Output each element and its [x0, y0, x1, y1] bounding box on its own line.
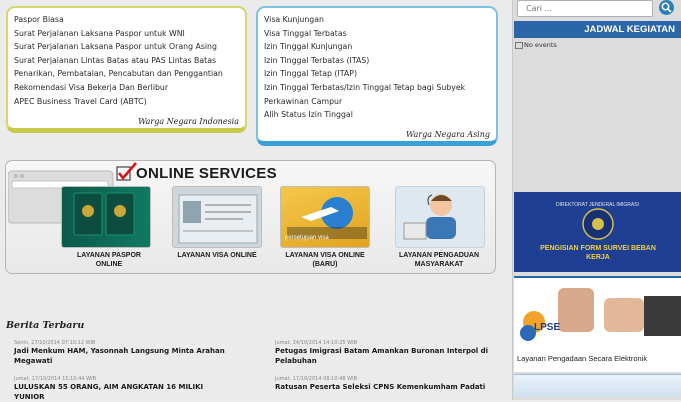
paspor-online-label[interactable]: LAYANAN PASPOR ONLINE — [77, 252, 141, 268]
wna-services-card — [256, 6, 498, 146]
passport-icon — [62, 187, 151, 248]
news-item[interactable] — [275, 339, 495, 366]
wni-link-splp-wni[interactable]: Surat Perjalanan Laksana Paspor untuk WNI — [14, 28, 185, 38]
news-item[interactable] — [275, 375, 495, 393]
paspor-online-tile[interactable] — [61, 186, 151, 248]
wna-link-visa-tinggal-terbatas[interactable]: Visa Tinggal Terbatas — [264, 28, 347, 38]
wni-services-card — [6, 6, 247, 133]
news-date: Jumat, 24/10/2014 14:10:25 WIB — [275, 340, 358, 346]
news-headline[interactable]: Jadi Menkum HAM, Yasonnah Langsung Minta Arahan Megawati — [14, 347, 225, 365]
wni-link-penarikan[interactable]: Penarikan, Pembatalan, Pencabutan dan Penggantian — [14, 69, 223, 79]
persetujuan-visa-caption: persetujuan visa — [285, 235, 329, 241]
pengaduan-tile[interactable] — [395, 186, 485, 248]
pengaduan-label[interactable]: LAYANAN PENGADUAN MASYARAKAT — [399, 252, 479, 268]
wni-link-paspor-biasa[interactable]: Paspor Biasa — [14, 15, 64, 24]
wna-link-visa-kunjungan[interactable]: Visa Kunjungan — [264, 15, 324, 24]
lpse-logo: LPSE — [534, 322, 561, 333]
news-headline[interactable]: LULUSKAN 55 ORANG, AIM ANGKATAN 16 MILIKI YUNIOR — [14, 383, 204, 401]
wni-card-footer: Warga Negara Indonesia — [138, 117, 239, 126]
search-input[interactable] — [517, 0, 653, 17]
wna-link-itas-itap-subyek[interactable]: Izin Tinggal Terbatas/Izin Tinggal Tetap bagi Subyek — [264, 82, 466, 92]
wna-link-izin-tinggal-kunjungan[interactable]: Izin Tinggal Kunjungan — [264, 42, 353, 52]
visa-online-baru-text: LAYANAN VISA ONLINE — [285, 252, 365, 259]
wni-link-rekomendasi-visa[interactable]: Rekomendasi Visa Bekerja Dan Berlibur — [14, 82, 169, 92]
survey-caption: DIREKTORAT JENDERAL IMIGRASI — [556, 202, 639, 208]
visa-document-icon — [173, 187, 262, 248]
wna-link-itap[interactable]: Izin Tinggal Tetap (ITAP) — [264, 69, 358, 79]
wni-link-pas-lintas-batas[interactable]: Surat Perjalanan Lintas Batas atau PAS Lintas Batas — [14, 55, 217, 65]
news-headline[interactable]: Petugas Imigrasi Batam Amankan Buronan Interpol di Pelabuhan — [275, 347, 489, 365]
visa-online-tile[interactable] — [172, 186, 262, 248]
visa-online-baru-tile[interactable] — [280, 186, 370, 248]
news-item[interactable] — [14, 339, 234, 366]
survey-banner-text: PENGISIAN FORM SURVEI BEBAN KERJA — [540, 245, 656, 261]
visa-online-label[interactable]: LAYANAN VISA ONLINE — [177, 252, 257, 259]
survey-banner[interactable] — [514, 192, 681, 272]
wni-link-splp-orang-asing[interactable]: Surat Perjalanan Laksana Paspor untuk Orang Asing — [14, 42, 217, 52]
lpse-label[interactable]: Layanan Pengadaan Secara Elektronik — [517, 354, 648, 363]
search-button[interactable] — [659, 0, 674, 15]
no-events-label: No events — [524, 41, 557, 49]
news-item[interactable] — [14, 375, 234, 402]
wni-link-abtc[interactable]: APEC Business Travel Card (ABTC) — [14, 96, 147, 106]
news-date: Senin, 27/10/2014 07:10:12 WIB — [14, 340, 96, 346]
wna-link-alih-status[interactable]: Alih Status Izin Tinggal — [264, 110, 353, 120]
customer-service-icon — [396, 187, 485, 248]
jadwal-kegiatan-header: JADWAL KEGIATAN — [514, 21, 681, 38]
no-events-text — [515, 41, 557, 49]
sidebar-bottom-banner[interactable] — [514, 374, 681, 397]
news-date: Jumat, 17/10/2014 15:10:44 WIB — [14, 376, 97, 382]
wna-card-footer: Warga Negara Asing — [405, 130, 490, 139]
checkbox-check-icon — [116, 162, 138, 182]
search-icon — [659, 0, 674, 15]
visa-online-baru-sub: (BARU) — [312, 261, 338, 268]
news-section-title: Berita Terbaru — [6, 320, 85, 331]
online-services-title: ONLINE SERVICES — [136, 165, 277, 182]
wna-link-perkawinan-campur[interactable]: Perkawinan Campur — [264, 96, 343, 106]
news-date: Jumat, 17/10/2014 08:10:48 WIB — [275, 376, 358, 382]
calendar-icon — [515, 42, 523, 49]
visa-online-baru-label[interactable] — [276, 251, 374, 269]
wna-link-itas[interactable]: Izin Tinggal Terbatas (ITAS) — [264, 55, 370, 65]
news-headline[interactable]: Ratusan Peserta Seleksi CPNS Kemenkumham Padati — [275, 383, 486, 391]
thumbs-up-icon — [514, 278, 681, 353]
